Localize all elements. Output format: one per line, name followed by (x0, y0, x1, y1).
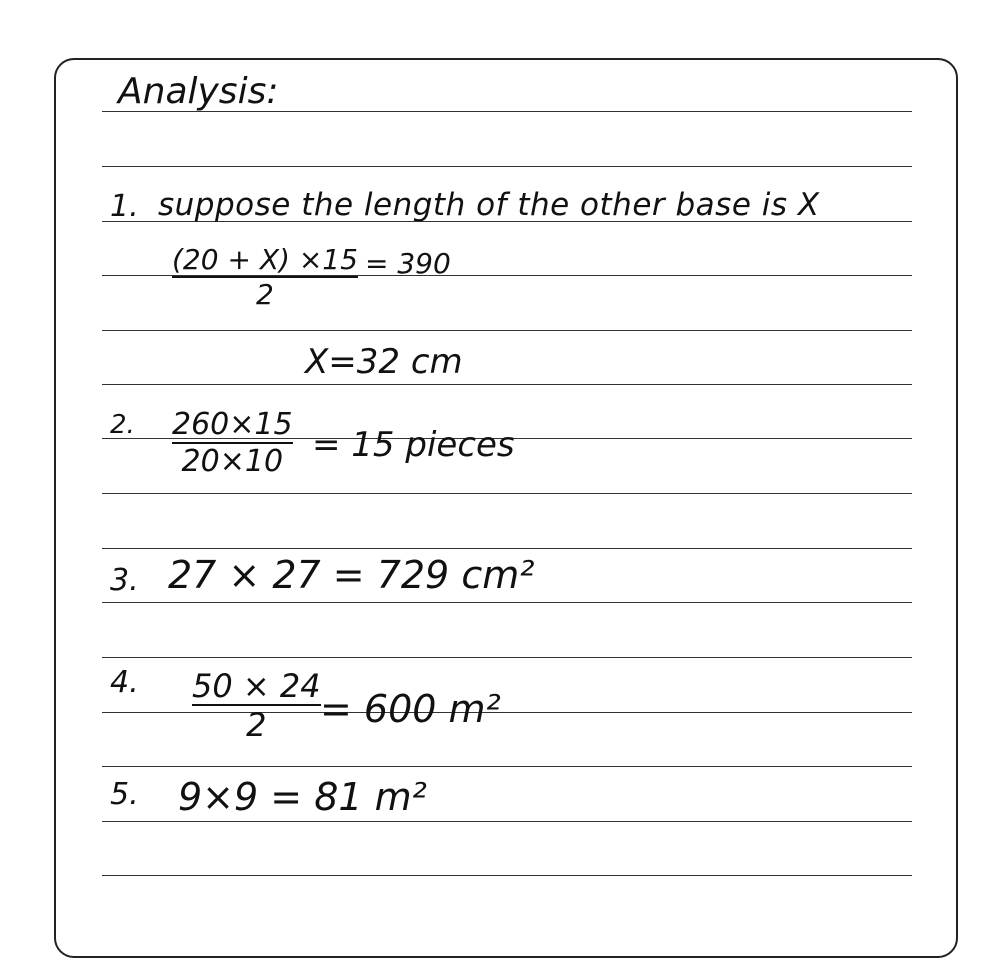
answer-2-numerator: 260×15 (172, 407, 293, 442)
answer-4-result: = 600 m² (320, 687, 501, 731)
answer-2-number: 2. (110, 410, 135, 440)
answer-2-denominator: 20×10 (181, 444, 284, 479)
answer-4-denominator: 2 (246, 706, 267, 744)
ruled-line (102, 493, 912, 494)
answer-4-fraction (192, 667, 321, 744)
ruled-line (102, 766, 912, 767)
answer-4-numerator: 50 × 24 (192, 667, 321, 705)
page-title: Analysis: (118, 71, 279, 112)
ruled-line (102, 821, 912, 822)
answer-1-denominator: 2 (256, 278, 274, 311)
answer-1-number: 1. (110, 189, 139, 224)
ruled-line (102, 602, 912, 603)
answer-3-expression: 27 × 27 = 729 cm² (168, 553, 535, 597)
answer-2-fraction (172, 407, 293, 479)
ruled-line (102, 166, 912, 167)
ruled-line (102, 384, 912, 385)
ruled-line (102, 875, 912, 876)
answer-5-number: 5. (110, 777, 139, 812)
ruled-line (102, 330, 912, 331)
answer-5-expression: 9×9 = 81 m² (178, 775, 427, 819)
answer-1-fraction (172, 243, 358, 311)
answer-3-number: 3. (110, 563, 139, 598)
ruled-line (102, 657, 912, 658)
answer-1-equals: = 390 (365, 247, 451, 280)
answer-1-statement: suppose the length of the other base is X (158, 187, 820, 223)
answer-1-numerator: (20 + X) ×15 (172, 243, 358, 276)
answer-1-result: X=32 cm (305, 342, 463, 382)
answer-4-number: 4. (110, 665, 139, 700)
ruled-line (102, 548, 912, 549)
answer-2-result: = 15 pieces (312, 425, 515, 465)
